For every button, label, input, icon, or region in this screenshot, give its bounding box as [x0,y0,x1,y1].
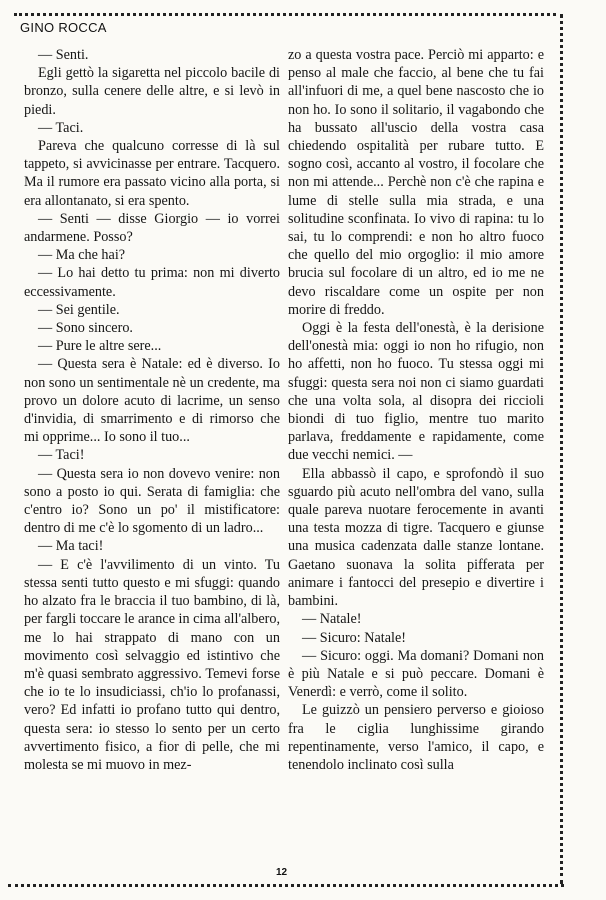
paragraph: — Sei gentile. [38,301,120,318]
paragraph: Oggi è la festa dell'onestà, è la derisione dell'onestà mia: oggi io non ho rifugio, non ho affetti, non ho fuoco. Tu stessa oggi mi sfuggi: questa sera noi non ci siamo guardati che una volta sola, al disopra dei riccioli biondi di tuo figlio, mentre tuo marito parlava, freddamente e rapidamente, come due vecchi nemici. — [288,320,544,464]
page-border-top [14,13,556,16]
page-number: 12 [276,867,288,878]
paragraph: — Taci. [38,119,84,136]
left-column [24,46,280,774]
paragraph: zo a questa vostra pace. Perciò mi apparto: e penso al male che faccio, al bene che tu fai all'infuori di me, a quel bene nascosto che io non ho. Io sono il solitario, il vagabondo che ha bussato all'uscio della vostra casa chiedendo ospitalità per rubare tutto. E sogno così, accanto al vostro, il focolare che non mi attende... Perchè non c'è che rapina e lume di stelle sulla mia strada, e una solitudine sconfinata. Io vivo di rapina: tu lo sai, tu lo comprendi: e non ho altro fuoco che quello del mio orgoglio: il mio amore brucia sul focolare di un altro, ed io me ne devo riscaldare come un ospite per non morire di freddo. [288,47,544,318]
paragraph: — E c'è l'avvilimento di un vinto. Tu stessa senti tutto questo e mi sfuggi: quando ho alzato fra le braccia il tuo bambino, di là, per fargli toccare le arance in cima all'albero, me lo hai strappato di mano con un movimento così selvaggio ed istintivo che m'è quasi sembrato aggressivo. Temevi forse che io te lo insudiciassi, ch'io lo profanassi, vero? Ed infatti io profano tutto qui dentro, questa sera: io stesso lo sento per un certo avvertimento fisico, a fior di pelle, che mi molesta se mi muovo in mez- [24,556,280,773]
paragraph: — Senti — disse Giorgio — io vorrei andarmene. Posso? [24,210,280,246]
right-column [288,46,544,774]
paragraph: — Ma taci! [38,538,104,555]
paragraph: — Senti. [38,47,89,63]
paragraph: — Questa sera è Natale: ed è diverso. Io non sono un sentimentale nè un credente, ma provo un dolore acuto di lacrime, un senso d'invidia, di smarrimento e di rimorso che mi opprime... Io sono il tuo... [24,356,280,446]
paragraph: — Lo hai detto tu prima: non mi diverto eccessivamente. [24,265,280,300]
running-header: GINO ROCCA [20,20,107,35]
paragraph: Pareva che qualcuno corresse di là sul tappeto, si avvicinasse per entrare. Tacquero. Ma il rumore era passato vicino alla porta, si era allontanato, si era spento. [24,138,280,209]
paragraph: — Natale! [302,611,362,628]
paragraph: — Questa sera io non dovevo venire: non sono a posto io qui. Serata di famiglia: che c'entro io? Sono un po' il mistificatore: dentro di me c'è lo sgomento di un ladro... [24,465,280,537]
paragraph: — Sicuro: oggi. Ma domani? Domani non è più Natale e si può peccare. Domani è Venerdì: e verrò, come il solito. [288,647,544,701]
paragraph: — Sono sincero. [38,320,133,337]
paragraph: Le guizzò un pensiero perverso e gioioso fra le ciglia lunghissime girando repentinamente, verso l'amico, il capo, e tenendolo inclinato così sulla [288,702,544,773]
paragraph: Ella abbassò il capo, e sprofondò il suo sguardo più acuto nell'ombra del vano, sulla quale pareva nuotare ferocemente in avanti una testa mozza di tigre. Tacquero e giunse una musica cadenzata dalle stanze lontane. Gaetano suonava la solita pifferata per animare i fantocci del presepio e divertire i bambini. [288,465,544,610]
page-border-bottom [8,884,564,887]
paragraph: — Ma che hai? [38,247,126,264]
paragraph: — Sicuro: Natale! [302,629,407,646]
paragraph: — Pure le altre sere... [38,338,162,355]
paragraph: Egli gettò la sigaretta nel piccolo bacile di bronzo, sulla cenere delle altre, e si levò in piedi. [24,65,280,118]
paragraph: — Taci! [38,447,85,464]
page-border-right [560,14,563,884]
